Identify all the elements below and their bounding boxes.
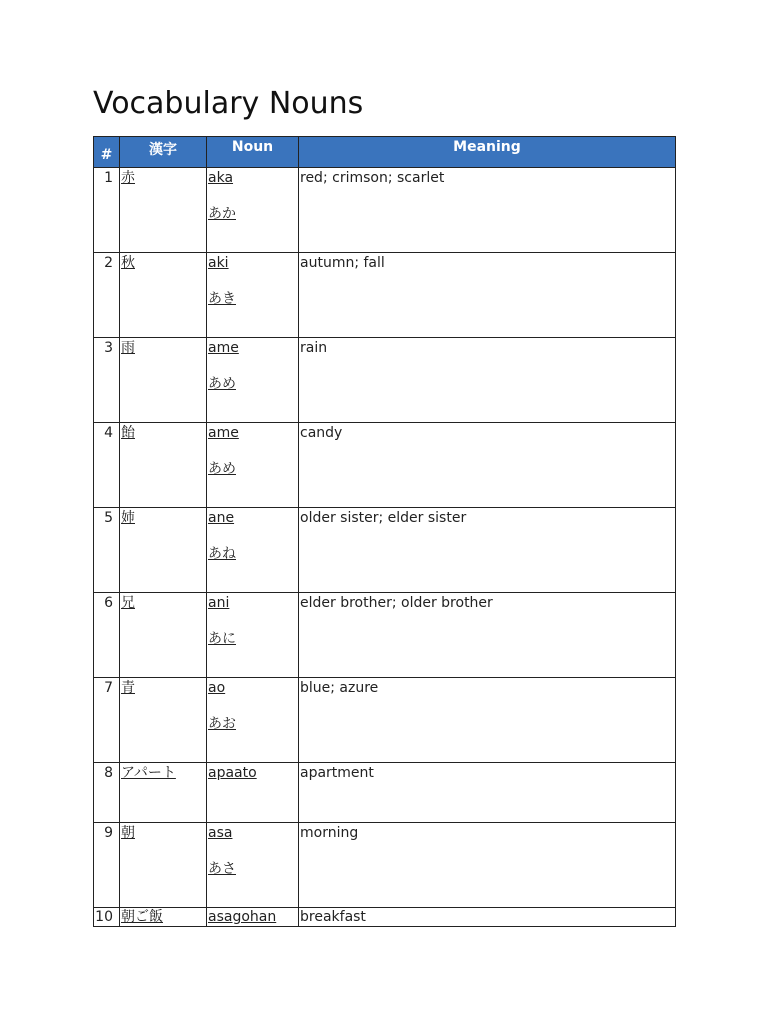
row-noun <box>207 423 299 508</box>
row-number: 9 <box>94 823 120 908</box>
table-header-row <box>94 137 676 168</box>
row-number: 7 <box>94 678 120 763</box>
kana-link[interactable]: あお <box>208 716 236 732</box>
row-kanji <box>120 168 207 253</box>
row-kanji <box>120 908 207 927</box>
noun-link[interactable]: ame <box>208 425 239 441</box>
table-row <box>94 823 676 908</box>
noun-link[interactable]: ane <box>208 510 235 526</box>
table-row <box>94 763 676 823</box>
kana-link[interactable]: あに <box>208 631 236 647</box>
table-row <box>94 678 676 763</box>
kanji-link[interactable]: 青 <box>121 680 135 696</box>
table-row <box>94 253 676 338</box>
row-kanji <box>120 338 207 423</box>
row-kanji <box>120 593 207 678</box>
row-noun <box>207 908 299 927</box>
page-title: Vocabulary Nouns <box>93 86 364 121</box>
row-noun <box>207 823 299 908</box>
row-number: 4 <box>94 423 120 508</box>
kanji-link[interactable]: 赤 <box>121 170 135 186</box>
row-meaning: candy <box>299 423 676 508</box>
row-noun <box>207 678 299 763</box>
row-kanji <box>120 508 207 593</box>
kanji-link[interactable]: 飴 <box>121 425 135 441</box>
kanji-link[interactable]: 兄 <box>121 595 135 611</box>
row-meaning: blue; azure <box>299 678 676 763</box>
column-header-meaning: Meaning <box>299 137 676 168</box>
noun-link[interactable]: ao <box>208 680 226 696</box>
row-noun <box>207 168 299 253</box>
kana-link[interactable]: あさ <box>208 861 236 877</box>
row-meaning: autumn; fall <box>299 253 676 338</box>
row-number: 2 <box>94 253 120 338</box>
noun-link[interactable]: ame <box>208 340 239 356</box>
table-row <box>94 423 676 508</box>
kanji-link[interactable]: アパート <box>121 765 176 781</box>
row-kanji <box>120 763 207 823</box>
table-row <box>94 908 676 927</box>
row-number: 8 <box>94 763 120 823</box>
row-noun <box>207 338 299 423</box>
table-row <box>94 593 676 678</box>
row-number: 6 <box>94 593 120 678</box>
column-header-number: # <box>94 137 120 168</box>
row-meaning: apartment <box>299 763 676 823</box>
row-kanji <box>120 678 207 763</box>
row-number: 5 <box>94 508 120 593</box>
kanji-link[interactable]: 朝 <box>121 825 135 841</box>
noun-link[interactable]: apaato <box>208 765 257 781</box>
noun-link[interactable]: ani <box>208 595 230 611</box>
row-kanji <box>120 823 207 908</box>
table-row <box>94 508 676 593</box>
row-number: 1 <box>94 168 120 253</box>
row-number: 10 <box>94 908 120 927</box>
kana-link[interactable]: あめ <box>208 461 236 477</box>
row-kanji <box>120 423 207 508</box>
kanji-link[interactable]: 姉 <box>121 510 135 526</box>
row-kanji <box>120 253 207 338</box>
kana-link[interactable]: あか <box>208 206 236 222</box>
row-meaning: morning <box>299 823 676 908</box>
vocabulary-table <box>93 136 676 927</box>
noun-link[interactable]: aka <box>208 170 234 186</box>
column-header-noun: Noun <box>207 137 299 168</box>
kanji-link[interactable]: 雨 <box>121 340 135 356</box>
row-noun <box>207 508 299 593</box>
row-meaning: rain <box>299 338 676 423</box>
row-meaning: elder brother; older brother <box>299 593 676 678</box>
row-meaning: breakfast <box>299 908 676 927</box>
row-noun <box>207 763 299 823</box>
table-row <box>94 168 676 253</box>
noun-link[interactable]: aki <box>208 255 229 271</box>
row-noun <box>207 253 299 338</box>
row-meaning: red; crimson; scarlet <box>299 168 676 253</box>
row-number: 3 <box>94 338 120 423</box>
kana-link[interactable]: あめ <box>208 376 236 392</box>
column-header-kanji: 漢字 <box>120 137 207 168</box>
row-meaning: older sister; elder sister <box>299 508 676 593</box>
kana-link[interactable]: あき <box>208 291 236 307</box>
kanji-link[interactable]: 秋 <box>121 255 135 271</box>
kanji-link[interactable]: 朝ご飯 <box>121 909 163 925</box>
row-noun <box>207 593 299 678</box>
noun-link[interactable]: asa <box>208 825 233 841</box>
table-row <box>94 338 676 423</box>
kana-link[interactable]: あね <box>208 546 236 562</box>
noun-link[interactable]: asagohan <box>208 909 277 925</box>
